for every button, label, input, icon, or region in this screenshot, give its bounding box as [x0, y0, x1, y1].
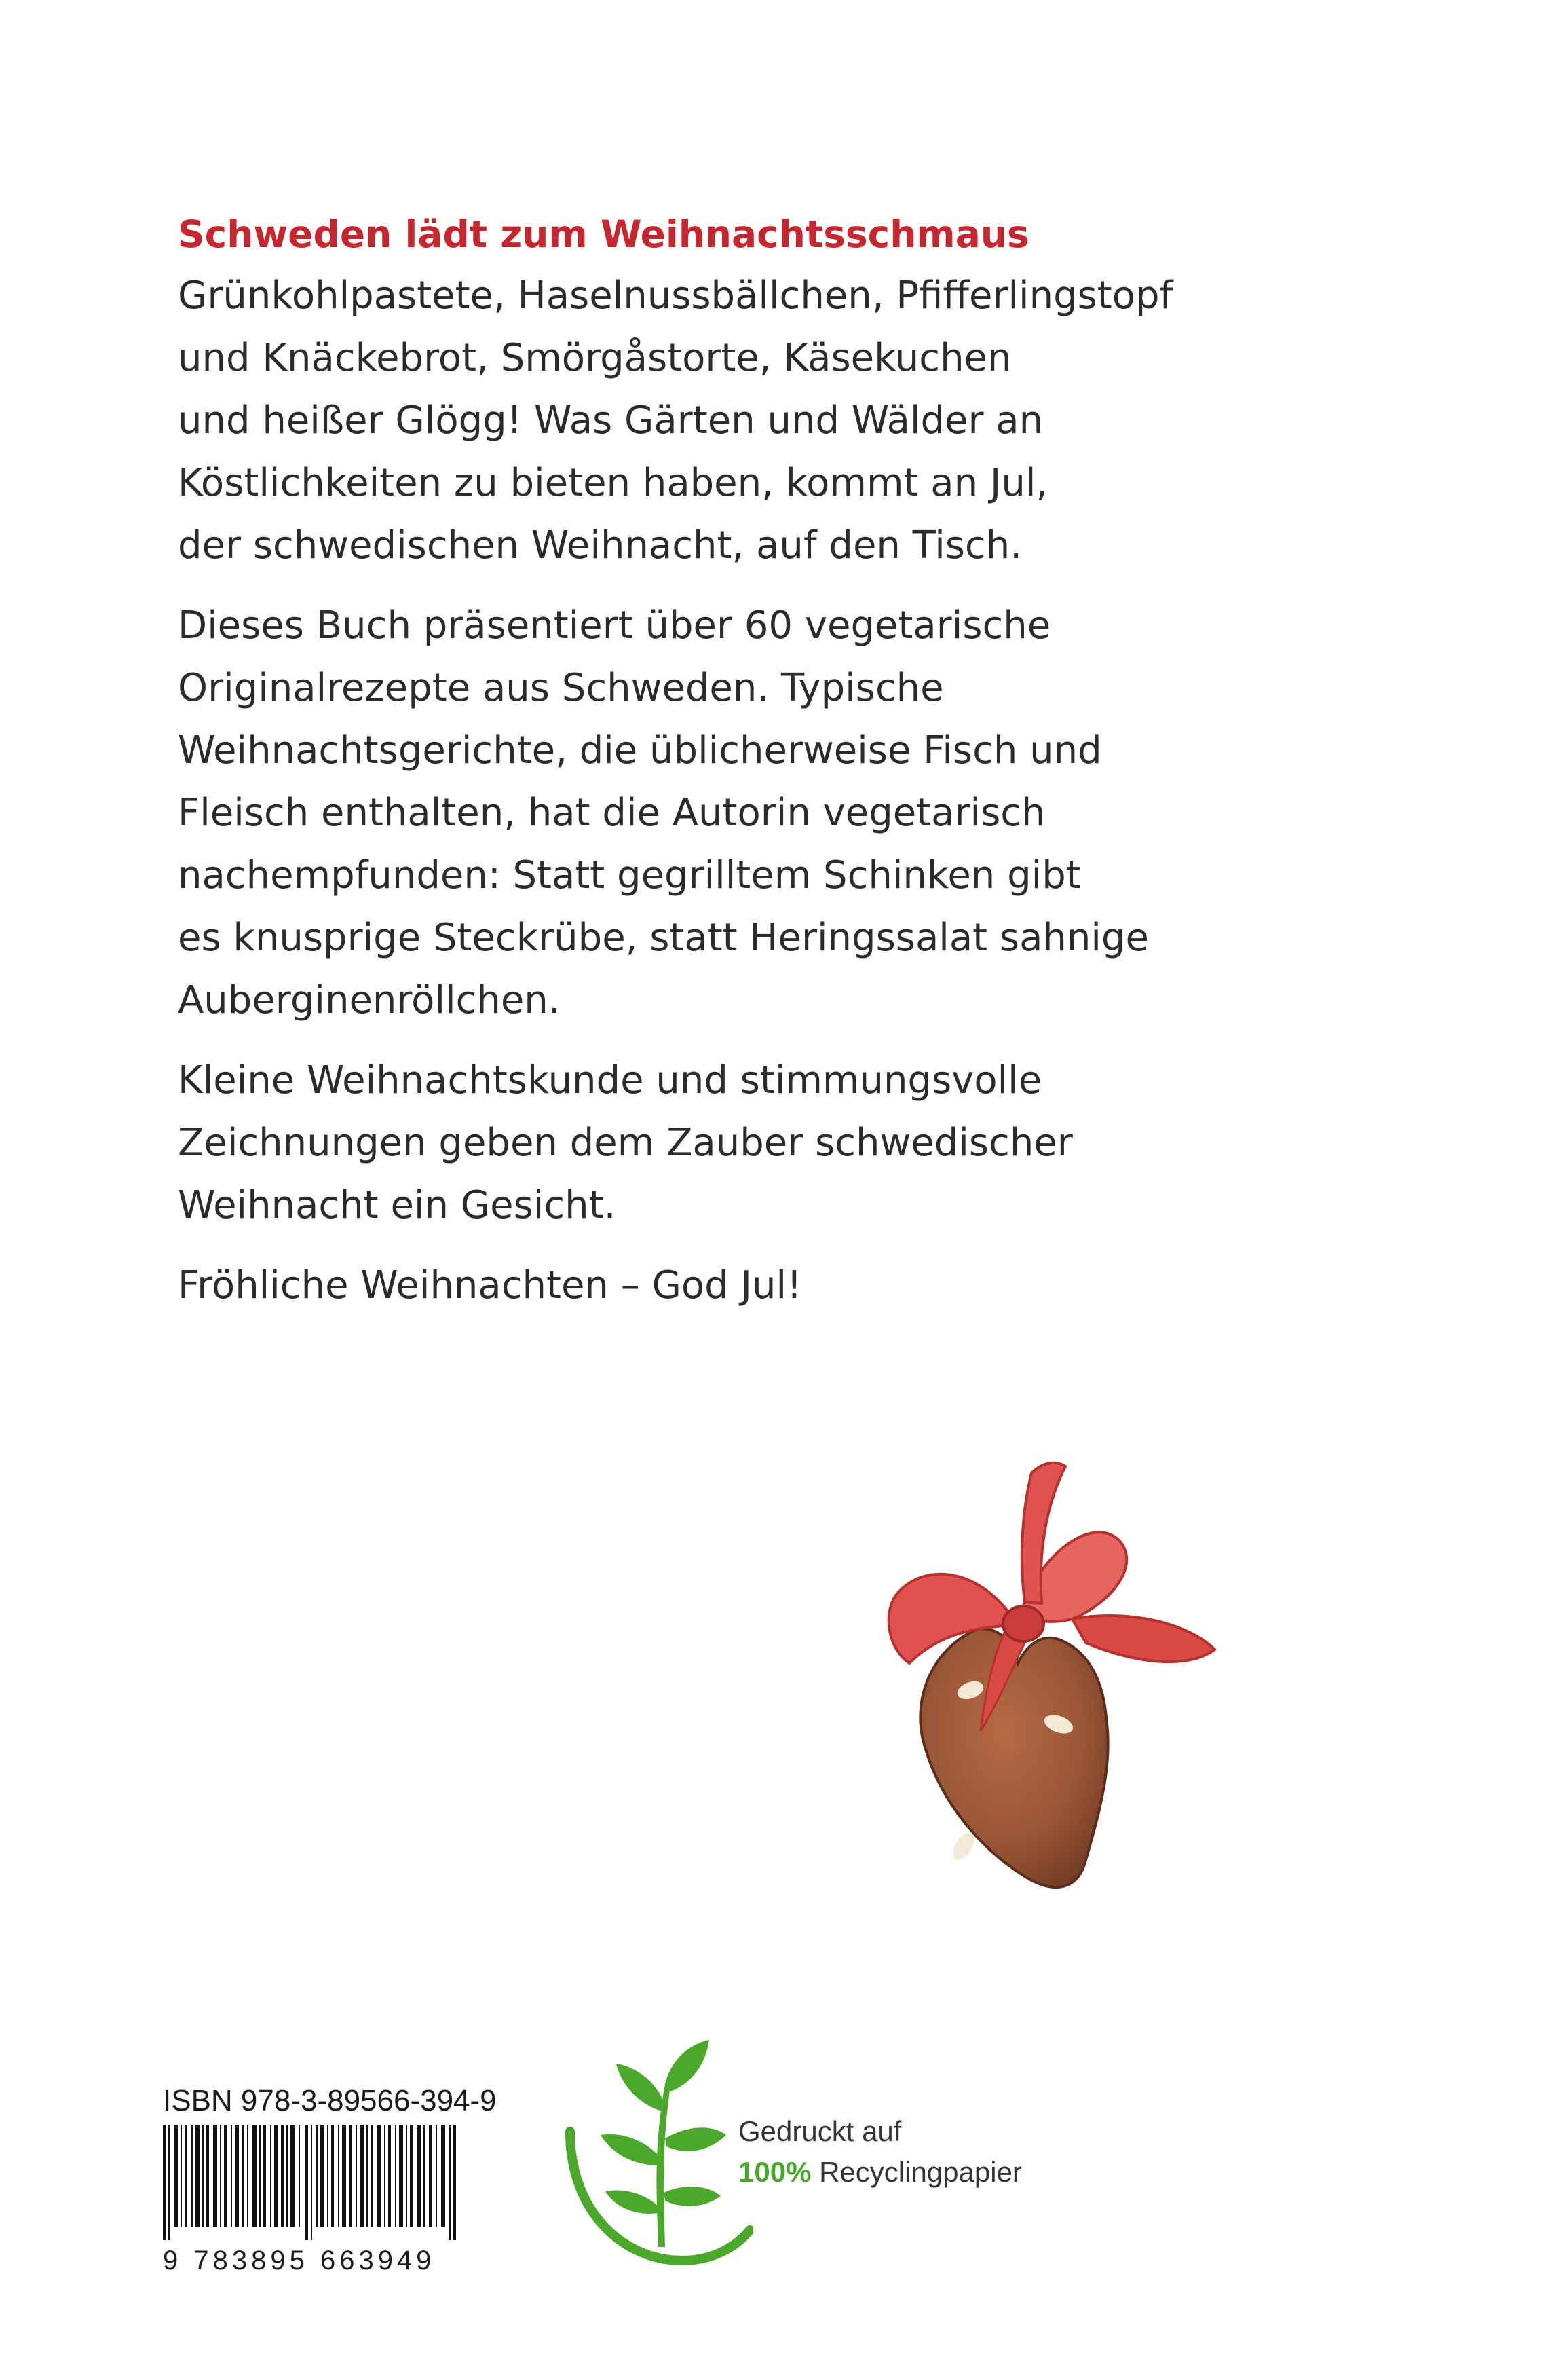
blurb-text: [178, 204, 1331, 1335]
isbn-block: [163, 2084, 516, 2274]
eco-print-note: [738, 2111, 1022, 2193]
eco-line-2-rest: Recyclingpapier: [811, 2156, 1022, 2188]
paragraph-drawings: Kleine Weihnachtskunde und stimmungsvolle Zeichnungen geben dem Zauber schwedischer Weihnacht ein Gesicht.: [178, 1058, 1073, 1227]
isbn-label: ISBN 978-3-89566-394-9: [163, 2084, 497, 2117]
paragraph-greeting: Fröhliche Weihnachten – God Jul!: [178, 1263, 802, 1307]
barcode-icon: [163, 2125, 461, 2240]
gingerbread-heart-icon: [869, 1446, 1262, 1921]
eco-line-2: [738, 2152, 1022, 2193]
paragraph-book-description: Dieses Buch präsentiert über 60 vegetarische Originalrezepte aus Schweden. Typische Weihnachtsgerichte, die üblicherweise Fisch und Fleisch enthalten, hat die Autorin vegetarisch nachempfunden: Statt gegrilltem Schinken gibt es knusprige Steckrübe, statt Heringssalat sahnige Auberginenröllchen.: [178, 603, 1149, 1022]
barcode-digits: 9 783895 663949: [163, 2246, 436, 2275]
eco-percent: 100%: [738, 2156, 812, 2188]
sprout-plant-icon: [563, 2030, 753, 2267]
eco-line-1: Gedruckt auf: [738, 2115, 902, 2147]
headline: Schweden lädt zum Weihnachtsschmaus: [178, 212, 1029, 256]
paragraph-intro: Grünkohlpastete, Haselnussbällchen, Pfifferlingstopf und Knäckebrot, Smörgåstorte, Käsekuchen und heißer Glögg! Was Gärten und Wälder an Köstlichkeiten zu bieten haben, kommt an Jul, der schwedischen Weihnacht, auf den Tisch.: [178, 274, 1173, 568]
